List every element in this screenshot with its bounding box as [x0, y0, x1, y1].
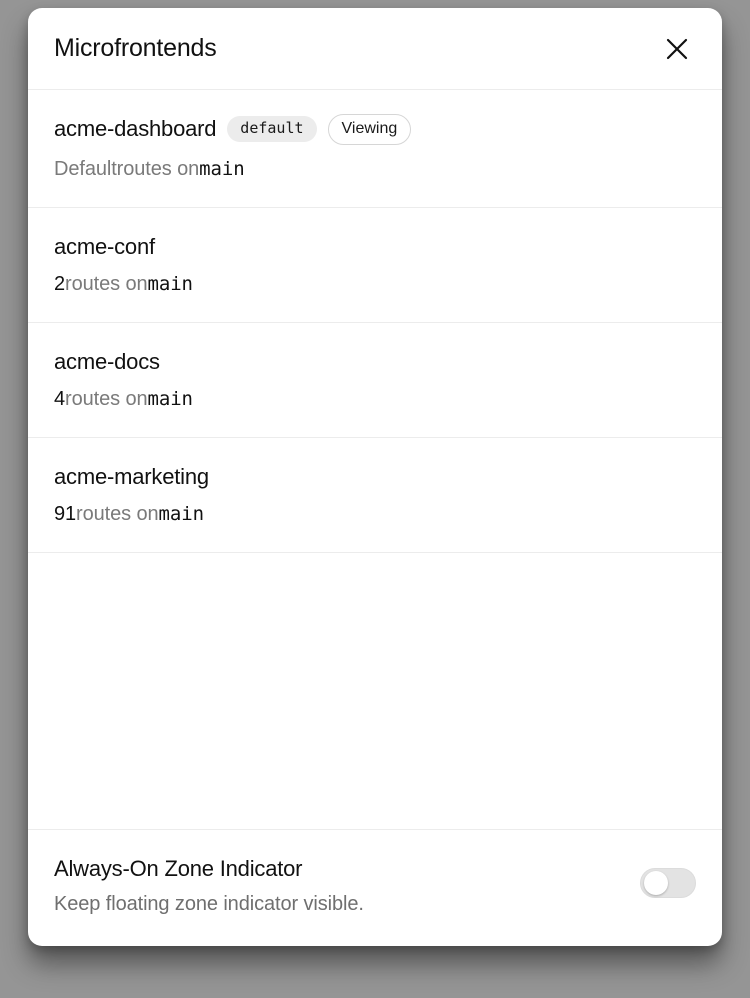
panel-footer	[28, 829, 722, 946]
list-item[interactable]	[28, 323, 722, 438]
panel-header	[28, 8, 722, 90]
microfrontends-panel	[28, 8, 722, 946]
branch-name: main	[199, 157, 245, 180]
list-item-header	[54, 114, 696, 145]
setting-title: Always-On Zone Indicator	[54, 856, 303, 881]
list-empty-space	[28, 553, 722, 829]
page-title: Microfrontends	[54, 34, 217, 62]
list-item[interactable]	[28, 438, 722, 553]
routes-label: routes on	[116, 157, 200, 180]
zone-indicator-toggle[interactable]	[640, 868, 696, 898]
routes-summary	[54, 273, 696, 296]
list-item[interactable]	[28, 208, 722, 323]
list-item-header	[54, 349, 696, 375]
toggle-knob	[644, 871, 668, 895]
branch-name: main	[147, 387, 193, 410]
microfrontend-name: acme-dashboard	[54, 116, 217, 142]
routes-summary	[54, 158, 696, 181]
routes-label: routes on	[65, 272, 148, 295]
setting-description: Keep floating zone indicator visible.	[54, 893, 364, 915]
footer-text-block	[54, 856, 364, 916]
status-badge-viewing: Viewing	[328, 114, 412, 145]
routes-label: routes on	[76, 502, 159, 525]
routes-count: 91	[54, 502, 77, 525]
microfrontend-list	[28, 90, 722, 829]
list-item-header	[54, 234, 696, 260]
routes-summary	[54, 503, 696, 526]
microfrontend-name: acme-docs	[54, 348, 160, 374]
branch-name: main	[147, 272, 193, 295]
routes-summary	[54, 388, 696, 411]
microfrontend-name: acme-marketing	[54, 463, 209, 489]
routes-label: routes on	[65, 387, 148, 410]
status-badge-default: default	[227, 116, 316, 142]
branch-name: main	[158, 502, 204, 525]
routes-count: Default	[54, 157, 117, 180]
microfrontend-name: acme-conf	[54, 233, 155, 259]
close-icon[interactable]	[660, 32, 694, 66]
routes-count: 2	[54, 272, 66, 295]
list-item[interactable]	[28, 90, 722, 208]
routes-count: 4	[54, 387, 66, 410]
list-item-header	[54, 464, 696, 490]
